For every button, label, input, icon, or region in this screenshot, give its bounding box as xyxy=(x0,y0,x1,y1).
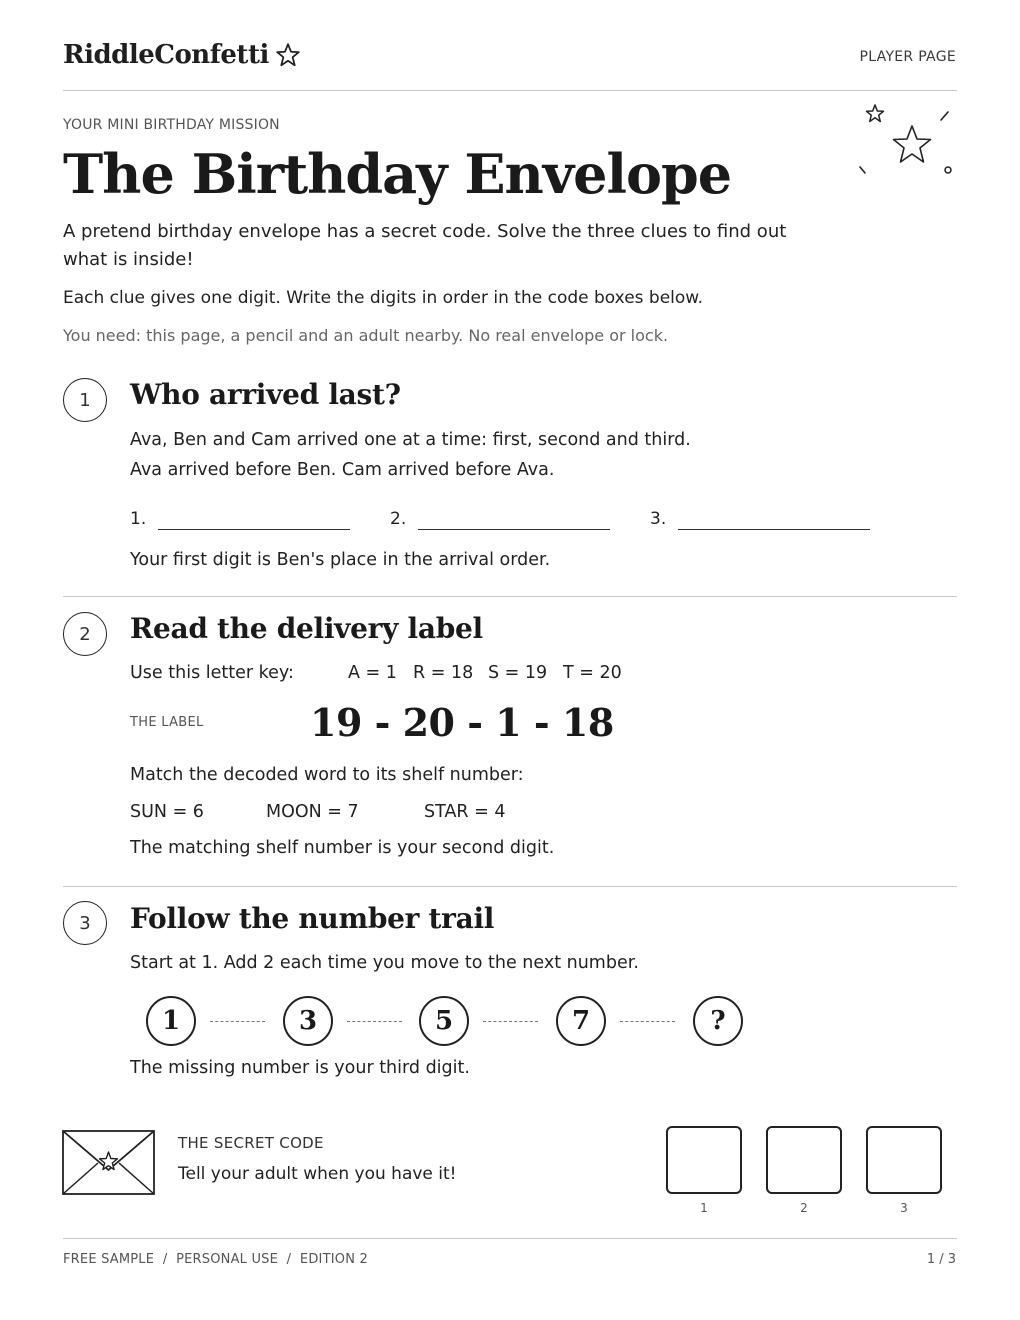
footer-edition-info: FREE SAMPLE / PERSONAL USE / EDITION 2 xyxy=(63,1252,368,1267)
star-outline-icon xyxy=(275,42,301,68)
clue-1-title: Who arrived last? xyxy=(130,378,401,411)
letter-key-item: R = 18 xyxy=(413,663,474,683)
clue-1-result: Your first digit is Ben's place in the arrival order. xyxy=(130,550,551,570)
page-type-label: PLAYER PAGE xyxy=(859,49,956,65)
trail-number: 5 xyxy=(419,996,469,1046)
shelf-option: STAR = 4 xyxy=(424,802,506,822)
code-box-label: 3 xyxy=(900,1201,908,1215)
clue-3-title: Follow the number trail xyxy=(130,902,495,935)
code-box-2[interactable] xyxy=(766,1126,842,1194)
arrival-blank-second[interactable] xyxy=(418,529,610,530)
materials-note: You need: this page, a pencil and an adult nearby. No real envelope or lock. xyxy=(63,326,669,345)
code-box-label: 2 xyxy=(800,1201,808,1215)
trail-connector xyxy=(347,1021,402,1022)
clue-2-title: Read the delivery label xyxy=(130,612,483,645)
letter-key-item: A = 1 xyxy=(348,663,397,683)
section-divider xyxy=(63,886,957,887)
trail-number: 7 xyxy=(556,996,606,1046)
code-box-1[interactable] xyxy=(666,1126,742,1194)
page-number: 1 / 3 xyxy=(926,1252,956,1267)
secret-code-subtext: Tell your adult when you have it! xyxy=(178,1164,457,1184)
delivery-label-code: 19 - 20 - 1 - 18 xyxy=(310,700,614,745)
clue-2-result: The matching shelf number is your second digit. xyxy=(130,838,555,858)
letter-key-item: T = 20 xyxy=(563,663,622,683)
section-divider xyxy=(63,596,957,597)
trail-connector xyxy=(483,1021,538,1022)
footer-divider xyxy=(63,1238,957,1239)
page-title: The Birthday Envelope xyxy=(63,142,732,206)
clue-1-line-2: Ava arrived before Ben. Cam arrived before Ava. xyxy=(130,460,555,480)
clue-3-number: 3 xyxy=(63,901,107,945)
code-box-3[interactable] xyxy=(866,1126,942,1194)
shelf-match-instruction: Match the decoded word to its shelf number: xyxy=(130,765,524,785)
trail-connector xyxy=(210,1021,265,1022)
arrival-blank-first[interactable] xyxy=(158,529,350,530)
header-divider xyxy=(63,90,957,91)
intro-description: A pretend birthday envelope has a secret code. Solve the three clues to find out what is inside! xyxy=(63,221,787,270)
arrival-blank-label: 1. xyxy=(130,509,147,529)
shelf-option: MOON = 7 xyxy=(266,802,359,822)
envelope-icon xyxy=(62,1130,156,1196)
shelf-option: SUN = 6 xyxy=(130,802,204,822)
brand-name: RiddleConfetti xyxy=(63,40,269,70)
arrival-blank-label: 2. xyxy=(390,509,407,529)
trail-missing-number: ? xyxy=(693,996,743,1046)
clue-1-number: 1 xyxy=(63,378,107,422)
trail-number: 1 xyxy=(146,996,196,1046)
code-box-label: 1 xyxy=(700,1201,708,1215)
brand-logo xyxy=(63,40,301,70)
arrival-blank-third[interactable] xyxy=(678,529,870,530)
clue-3-instruction: Start at 1. Add 2 each time you move to the next number. xyxy=(130,953,639,973)
clue-3-result: The missing number is your third digit. xyxy=(130,1058,470,1078)
mission-eyebrow: YOUR MINI BIRTHDAY MISSION xyxy=(63,117,280,133)
sparkle-decoration-icon xyxy=(855,100,965,185)
clue-1-line-1: Ava, Ben and Cam arrived one at a time: first, second and third. xyxy=(130,430,691,450)
secret-code-heading: THE SECRET CODE xyxy=(178,1134,324,1152)
letter-key-item: S = 19 xyxy=(488,663,548,683)
letter-key-label: Use this letter key: xyxy=(130,663,294,683)
trail-number: 3 xyxy=(283,996,333,1046)
clue-2-number: 2 xyxy=(63,612,107,656)
trail-connector xyxy=(620,1021,675,1022)
label-tag: THE LABEL xyxy=(130,715,204,730)
intro-instructions: Each clue gives one digit. Write the digits in order in the code boxes below. xyxy=(63,288,704,308)
arrival-blank-label: 3. xyxy=(650,509,667,529)
